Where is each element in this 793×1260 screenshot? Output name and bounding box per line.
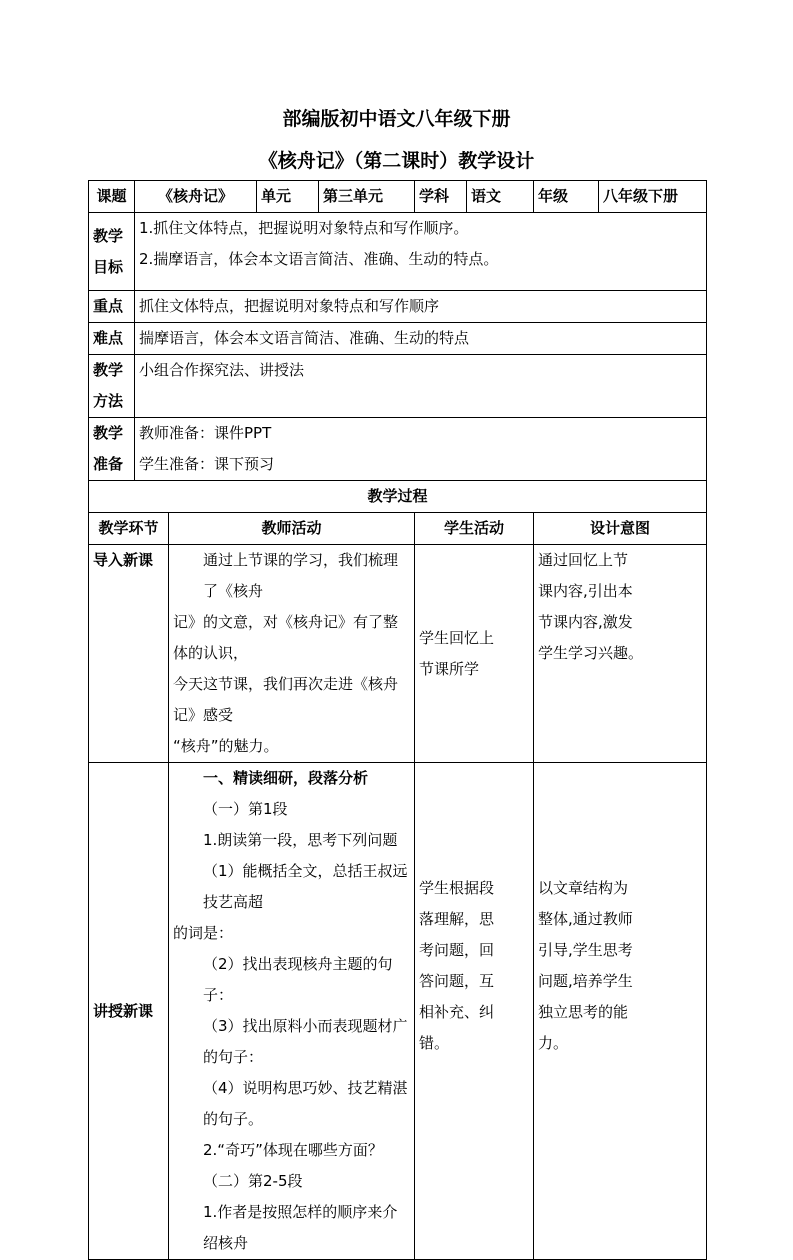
lecture-intent-line: 整体,通过教师	[538, 910, 633, 928]
lesson-plan-table	[88, 180, 707, 1260]
lecture-teacher-line: （一）第1段	[203, 800, 288, 818]
intro-teacher-line: 记》的文意，对《核舟记》有了整体的认识，	[173, 613, 399, 662]
header-intent: 设计意图	[534, 513, 707, 545]
method-label-line: 方法	[93, 392, 124, 410]
goals-label-line: 教学	[93, 227, 124, 245]
unit-label: 单元	[257, 181, 319, 213]
document-subtitle: 《核舟记》（第二课时）教学设计	[258, 150, 535, 172]
lecture-teacher-line: （3）找出原料小而表现题材广的句子：	[203, 1017, 408, 1066]
grade-label: 年级	[534, 181, 599, 213]
method-label	[89, 355, 135, 418]
intro-intent-line: 节课内容,激发	[538, 613, 633, 631]
lecture-teacher-line: 1.朗读第一段，思考下列问题	[203, 831, 398, 849]
prep-label	[89, 418, 135, 481]
lecture-stage: 讲授新课	[89, 763, 169, 1260]
lecture-intent	[534, 763, 707, 1260]
lecture-intent-line: 问题,培养学生	[538, 972, 633, 990]
lecture-intent-line: 力。	[538, 1034, 569, 1052]
intro-teacher-line: 通过上节课的学习，我们梳理了《核舟	[203, 551, 399, 600]
unit-value: 第三单元	[319, 181, 415, 213]
lecture-student-line: 错。	[419, 1034, 450, 1052]
lecture-student-line: 考问题，回	[419, 941, 495, 959]
lecture-teacher-line: （4）说明构思巧妙、技艺精湛的句子。	[203, 1079, 408, 1128]
section-heading: 一、精读细研，段落分析	[203, 769, 369, 787]
method-label-line: 教学	[93, 361, 124, 379]
grade-value: 八年级下册	[599, 181, 707, 213]
topic-value: 《核舟记》	[135, 181, 257, 213]
intro-student	[415, 545, 534, 763]
goal-item: 1.抓住文体特点，把握说明对象特点和写作顺序。	[139, 219, 469, 237]
student-prep: 学生准备：课下预习	[139, 455, 275, 473]
intro-student-line: 节课所学	[419, 659, 480, 678]
topic-label: 课题	[89, 181, 135, 213]
difficulty-label: 难点	[89, 323, 135, 355]
lecture-student-line: 落理解，思	[419, 910, 495, 928]
header-stage: 教学环节	[89, 513, 169, 545]
process-title: 教学过程	[89, 481, 707, 513]
header-teacher: 教师活动	[169, 513, 415, 545]
prep-label-line: 教学	[93, 424, 124, 442]
intro-intent-line: 通过回忆上节	[538, 551, 629, 569]
intro-intent-line: 学生学习兴趣。	[538, 644, 644, 662]
lecture-student-line: 答问题，互	[419, 972, 495, 990]
lecture-teacher-line: （2）找出表现核舟主题的句子：	[203, 955, 393, 1004]
goals-content	[135, 213, 707, 291]
lecture-teacher-line: （1）能概括全文，总括王叔远技艺高超	[203, 862, 408, 911]
intro-stage: 导入新课	[89, 545, 169, 763]
lecture-intent-line: 以文章结构为	[538, 879, 629, 897]
lecture-student-line: 相补充、纠	[419, 1003, 495, 1021]
lecture-teacher-line: （二）第2-5段	[203, 1172, 303, 1190]
lecture-teacher	[169, 763, 415, 1260]
prep-content	[135, 418, 707, 481]
goals-label	[89, 213, 135, 291]
method-value: 小组合作探究法、讲授法	[135, 355, 707, 418]
key-point-label: 重点	[89, 291, 135, 323]
lecture-intent-line: 引导,学生思考	[538, 941, 633, 959]
lecture-teacher-line: 2.“奇巧”体现在哪些方面？	[203, 1141, 383, 1159]
intro-teacher-line: 今天这节课，我们再次走进《核舟记》感受	[173, 675, 399, 724]
intro-student-line: 学生回忆上	[419, 628, 495, 647]
lecture-teacher-line: 1.作者是按照怎样的顺序来介绍核舟	[203, 1203, 398, 1252]
prep-label-line: 准备	[93, 455, 124, 473]
document-title: 部编版初中语文八年级下册	[282, 108, 511, 130]
teacher-prep: 教师准备：课件PPT	[139, 424, 272, 442]
difficulty-value: 揣摩语言，体会本文语言简洁、准确、生动的特点	[135, 323, 707, 355]
intro-intent	[534, 545, 707, 763]
subject-label: 学科	[415, 181, 467, 213]
subject-value: 语文	[467, 181, 534, 213]
intro-teacher	[169, 545, 415, 763]
intro-intent-line: 课内容,引出本	[538, 582, 633, 600]
lecture-intent-line: 独立思考的能	[538, 1003, 629, 1021]
key-point-value: 抓住文体特点，把握说明对象特点和写作顺序	[135, 291, 707, 323]
lecture-student	[415, 763, 534, 1260]
goal-item: 2.揣摩语言，体会本文语言简洁、准确、生动的特点。	[139, 250, 499, 268]
header-student: 学生活动	[415, 513, 534, 545]
goals-label-line: 目标	[93, 258, 124, 276]
intro-teacher-line: “核舟”的魅力。	[173, 737, 279, 755]
lecture-teacher-line: 的词是：	[173, 924, 234, 942]
lecture-student-line: 学生根据段	[419, 879, 495, 897]
